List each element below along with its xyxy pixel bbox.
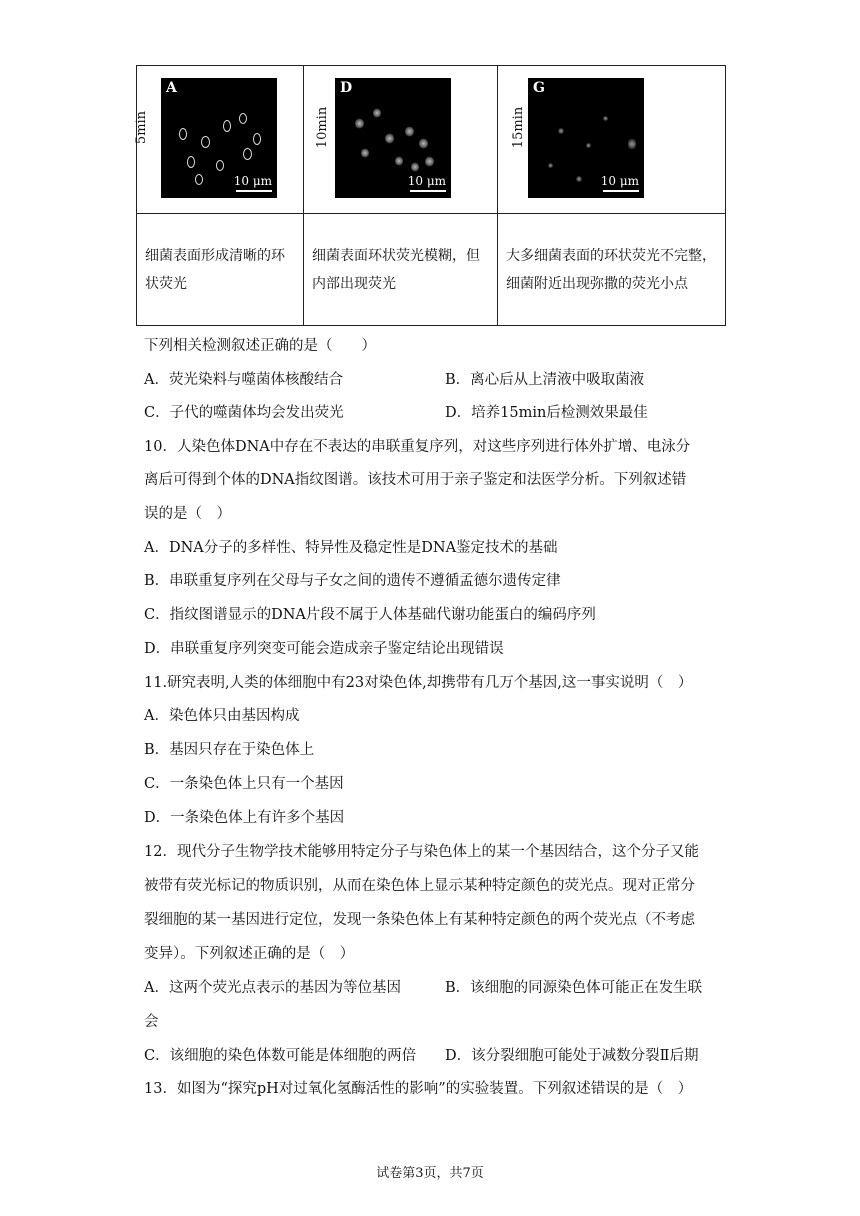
panel-letter: G [533,80,545,96]
q9-option-c: C．子代的噬菌体均会发出荧光 [144,405,344,421]
time-label: 10min [315,106,331,149]
q12-line: 变异）。下列叙述正确的是（ ） [144,946,355,962]
q10-option-a: A．DNA分子的多样性、特异性及稳定性是DNA鉴定技术的基础 [144,540,558,556]
page-footer: 试卷第3页，共7页 [376,1166,484,1181]
q10-line: 10．人染色体DNA中存在不表达的串联重复序列，对这些序列进行体外扩增、电泳分 [144,439,691,455]
micrograph-cell-5min [134,66,303,213]
scale-label: 10 μm [233,174,272,188]
q9-stem: 下列相关检测叙述正确的是（ ） [144,338,376,354]
q9-option-d: D．培养15min后检测效果最佳 [445,405,648,421]
panel-letter: D [340,80,353,96]
panel-letter: A [166,80,177,96]
micrograph-cell-15min [498,66,725,213]
q10-option-b: B．串联重复序列在父母与子女之间的遗传不遵循孟德尔遗传定律 [144,573,561,589]
scale-bar [410,190,446,192]
micrograph-15min [528,78,644,198]
q12-line: 被带有荧光标记的物质识别，从而在染色体上显示某种特定颜色的荧光点。现对正常分 [144,878,695,894]
q12-option-b: B．该细胞的同源染色体可能正在发生联 [445,980,703,996]
q12-option-b-cont: 会 [144,1014,159,1030]
q12-option-a: A．这两个荧光点表示的基因为等位基因 [144,980,401,996]
q9-option-a: A．荧光染料与噬菌体核酸结合 [144,372,343,388]
q9-option-b: B．离心后从上清液中吸取菌液 [445,372,645,388]
q11-option-c: C．一条染色体上只有一个基因 [144,776,344,792]
time-label: 5min [134,110,150,145]
q10-line: 离后可得到个体的DNA指纹图谱。该技术可用于亲子鉴定和法医学分析。下列叙述错 [144,472,687,488]
micrograph-cell-10min [304,66,497,213]
q11-option-b: B．基因只存在于染色体上 [144,742,315,758]
q10-line: 误的是（ ） [144,506,231,522]
fluorescence-table [136,65,726,326]
caption-10min: 细菌表面环状荧光模糊，但内部出现荧光 [304,214,498,326]
q11-stem: 11.研究表明,人类的体细胞中有23对染色体,却携带有几万个基因,这一事实说明（ ） [144,675,693,691]
q12-option-c: C．该细胞的染色体数可能是体细胞的两倍 [144,1048,417,1064]
q12-line: 12．现代分子生物学技术能够用特定分子与染色体上的某一个基因结合，这个分子又能 [144,844,699,860]
q10-option-d: D．串联重复序列突变可能会造成亲子鉴定结论出现错误 [144,641,504,657]
scale-bar [603,190,639,192]
q12-option-d: D．该分裂细胞可能处于减数分裂Ⅱ后期 [445,1048,699,1064]
q13-stem: 13．如图为“探究pH对过氧化氢酶活性的影响”的实验装置。下列叙述错误的是（ ） [144,1081,693,1097]
micrograph-5min [161,78,277,198]
q10-option-c: C．指纹图谱显示的DNA片段不属于人体基础代谢功能蛋白的编码序列 [144,607,596,623]
scale-label: 10 μm [407,174,446,188]
scale-bar [236,190,272,192]
q11-option-a: A．染色体只由基因构成 [144,708,300,724]
time-label: 15min [511,106,527,149]
caption-15min: 大多细菌表面的环状荧光不完整，细菌附近出现弥撒的荧光小点 [498,214,726,326]
q12-line: 裂细胞的某一基因进行定位，发现一条染色体上有某种特定颜色的两个荧光点（不考虑 [144,912,695,928]
caption-5min: 细菌表面形成清晰的环状荧光 [137,214,304,326]
q11-option-d: D．一条染色体上有许多个基因 [144,810,345,826]
scale-label: 10 μm [600,174,639,188]
micrograph-10min [335,78,451,198]
